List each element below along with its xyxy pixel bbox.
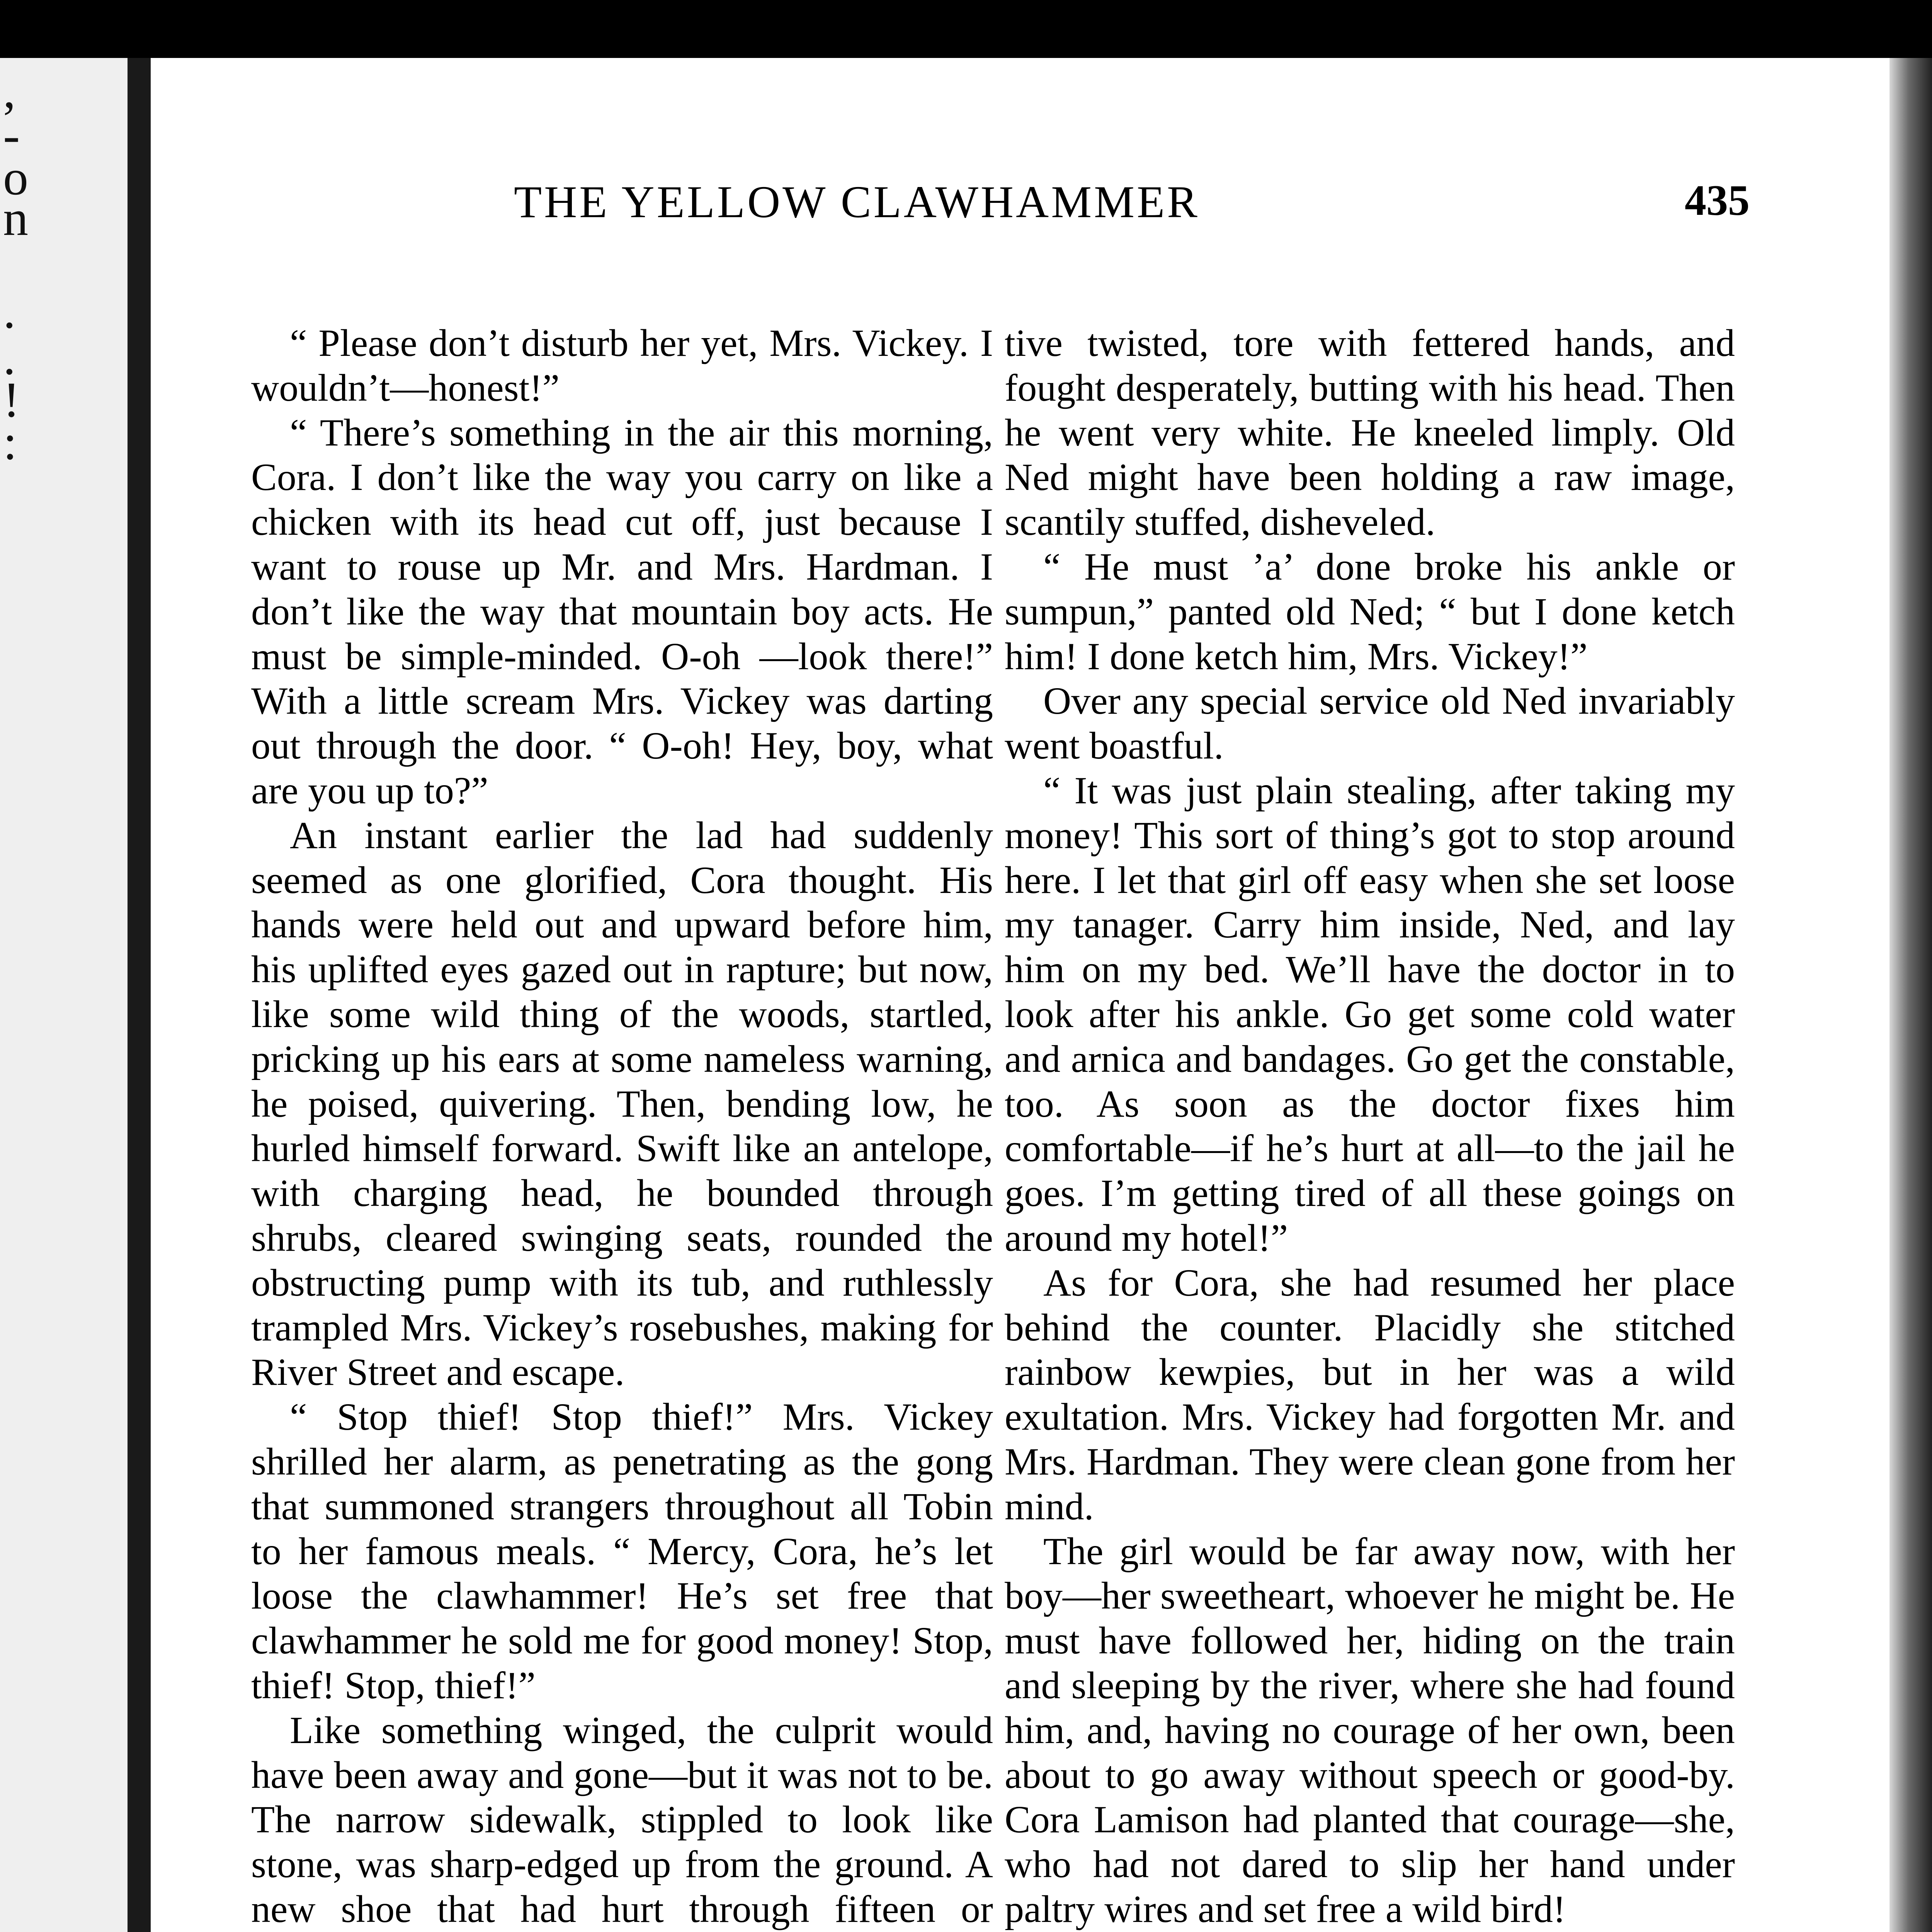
fringe-char: . [3, 330, 16, 385]
fringe-char: - [3, 107, 20, 163]
paragraph: Like something winged, the culprit would have been away and gone—but it was not to be. The narrow sidewalk, stippled to look like stone, was sharp-edged up from the ground. A new shoe that had hurt through fifteen or [251, 1708, 993, 1930]
fringe-char: n [3, 190, 28, 246]
fringe-char: . [3, 283, 16, 339]
text-column-left [251, 321, 993, 1932]
page-number: 435 [1685, 177, 1750, 224]
page-edge-shadow [1889, 58, 1932, 1932]
running-title: THE YELLOW CLAWHAMMER [514, 177, 1200, 227]
facing-page-fragment [0, 58, 128, 1932]
paragraph: Over any special service old Ned invariably went boastful. [1005, 679, 1735, 767]
paragraph: As for Cora, she had resumed her place behind the counter. Placidly she stitched rainbow kewpies, but in her was a wild exultation. Mrs. Vickey had forgotten Mr. and Mrs. Hardman. They were clean gone from her mind. [1005, 1261, 1735, 1528]
fringe-char: : [3, 415, 17, 470]
paragraph: “ It was just plain stealing, after taking my money! This sort of thing’s got to stop around here. I let that girl off easy when she set loose my tanager. Carry him inside, Ned, and lay him on my bed. We’ll have the doctor in to look after his ankle. Go get some cold water and arnica and bandages. Go get the constable, too. As soon as the doctor fixes him comfortable—if he’s hurt at all—to the jail he goes. I’m getting tired of all these goings on around my hotel!” [1005, 769, 1735, 1259]
fringe-char: o [3, 150, 28, 206]
paragraph: The girl would be far away now, with her boy—her sweetheart, whoever he might be. He must have followed her, hiding on the train and sleeping by the river, where she had found him, and, having no courage of her own, been about to go away without speech or good-by. Cora Lamison had planted that courage—she, who had not dared to slip her hand under paltry wires and set free a wild bird! [1005, 1529, 1735, 1930]
paragraph: “ He must ’a’ done broke his ankle or sumpun,” panted old Ned; “ but I done ketch him! I done ketch him, Mrs. Vickey!” [1005, 545, 1735, 678]
facing-page-fringe-text [0, 58, 128, 1932]
fringe-char: , [3, 63, 16, 119]
scan-top-border [0, 0, 1932, 58]
paragraph: “ Stop thief! Stop thief!” Mrs. Vickey shrilled her alarm, as penetrating as the gong that summoned strangers throughout all Tobin to her famous meals. “ Mercy, Cora, he’s let loose the clawhammer! He’s set free that clawhammer he sold me for good money! Stop, thief! Stop, thief!” [251, 1395, 993, 1707]
fringe-char: ! [3, 372, 20, 428]
text-column-right [1005, 321, 1735, 1932]
book-spine-gutter [128, 58, 151, 1932]
paragraph-continuation: tive twisted, tore with fettered hands, and fought desperately, butting with his head. Then he went very white. He kneeled limply. Old Ned might have been holding a raw image, scantily stuffed, disheveled. [1005, 321, 1735, 544]
paragraph: An instant earlier the lad had suddenly seemed as one glorified, Cora thought. His hands were held out and upward before him, his uplifted eyes gazed out in rapture; but now, like some wild thing of the woods, startled, pricking up his ears at some nameless warning, he poised, quivering. Then, bending low, he hurled himself forward. Swift like an antelope, with charging head, he bounded through shrubs, cleared swinging seats, rounded the obstructing pump with its tub, and ruthlessly trampled Mrs. Vickey’s rosebushes, making for River Street and escape. [251, 813, 993, 1394]
paragraph: “ There’s something in the air this morning, Cora. I don’t like the way you carry on like a chicken with its head cut off, just because I want to rouse up Mr. and Mrs. Hardman. I don’t like the way that mountain boy acts. He must be simple-minded. O-oh —look there!” With a little scream Mrs. Vickey was darting out through the door. “ O-oh! Hey, boy, what are you up to?” [251, 411, 993, 812]
paragraph: “ Please don’t disturb her yet, Mrs. Vickey. I wouldn’t—honest!” [251, 321, 993, 409]
